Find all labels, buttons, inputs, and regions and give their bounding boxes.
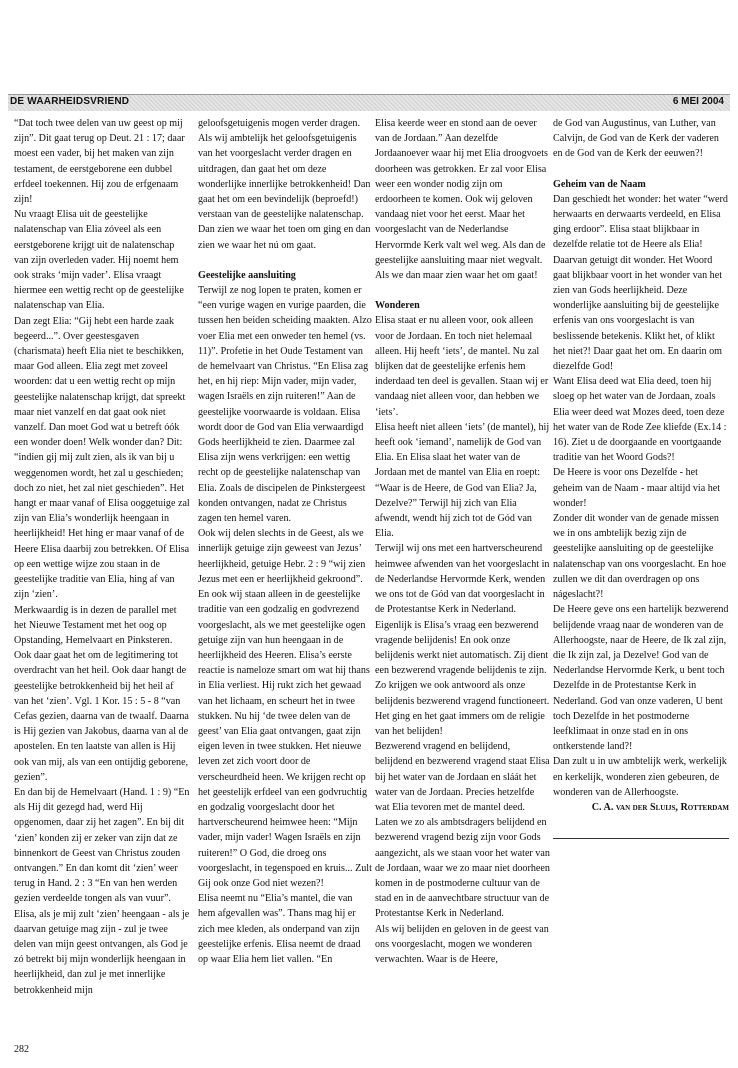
page-number: 282 [14, 1044, 29, 1055]
paragraph: De Heere is voor ons Dezelfde - het geheim van de Naam - maar altijd via het wonder! [553, 467, 721, 509]
end-rule [553, 838, 729, 839]
paragraph: Merkwaardig is in dezen de parallel met het Nieuwe Testament met het oog op Opstanding, Hemelvaart en Pinksteren. Ook daar gaat het om de legitimering tot overdracht van het heil. Ook daar hangt de geestelijke betrokkenheid bij het heil af van het ‘zien’. Vgl. 1 Kor. 15 : 5 - 8 “van Cefas gezien, daarna van de twaalf. Daarna is Hij gezien van Jakobus, daarna van al de apostelen. En ten laatste van allen is Hij ook van mij, als van een ontijdig geborene, gezien”. [14, 604, 189, 783]
paragraph: de God van Augustinus, van Luther, van Calvijn, de God van de Kerk der vaderen en de God van de Kerk der eeuwen?! [553, 118, 719, 160]
paragraph: Terwijl ze nog lopen te praten, komen er “een vurige wagen en vurige paarden, die tussen hen beiden scheiding maakten. Alzo voer Elia met een onweder ten hemel (vs. 11)”. Profetie in het Oude Testament van de hemelvaart van Christus. “En Elisa zag het, en hij riep: Mijn vader, mijn vader, wagen Israëls en zijn ruiteren!” Aan de geestelijke voorwaarde is voldaan. Elisa wordt door de God van Elia verwaardigd Gods heerlijkheid te zien. Daarmee zal Elisa zijn wens verkrijgen: een wettig recht op de geestelijke nalatenschap van Elia. Zoals de discipelen de Pinkstergeest konden ontvangen, nadat ze Christus zagen ten hemel varen. [198, 285, 372, 525]
section-heading: Wonderen [375, 300, 420, 312]
paragraph: Bezwerend vragend en belijdend, belijdend en bezwerend vragend staat Elisa bij het water van de Jordaan en sláát het water van de Jordaan. Precies hetzelfde wat Elia tevoren met de mantel deed. Laten we zo als ambtsdragers belijdend en bezwerend vragend bezig zijn voor Gods aangezicht, als we staan voor het water van de Jordaan, waar we zo maar niet doorheen komen in de postmoderne cultuur van de stad en in de aanvechtbare structuur van de Protestantse Kerk in Nederland. [375, 741, 550, 920]
paragraph: “Dat toch twee delen van uw geest op mij zijn”. Dit gaat terug op Deut. 21 : 17; daar moest een vader, bij het maken van zijn testament, de eerstgeborene een dubbel erfdeel toekennen. Hij zou de erfgenaam zijn! [14, 118, 185, 206]
paragraph: Als wij ambtelijk het geloofsgetuigenis van het voorgeslacht verder dragen en uitdragen, dan gaat het om deze wonderlijke innerlijke betrokkenheid! Dan gaat het om een bevindelijk (beproefd!) verstaan van de geestelijke nalatenschap. Dan zien we waar het toen om ging en dan zien we waar het nú om gaat. [198, 133, 371, 251]
issue-date: 6 MEI 2004 [672, 96, 724, 107]
paragraph: Terwijl wij ons met een hartverscheurend heimwee afwenden van het voorgeslacht in de Nederlandse Hervormde Kerk, wenden we ons tot de Gód van dat voorgeslacht in de Protestantse Kerk in Nederland. [375, 543, 550, 616]
paragraph: Want Elisa deed wat Elia deed, toen hij sloeg op het water van de Jordaan, zoals Elia weer deed wat Mozes deed, toen deze het water van de Rode Zee kliefde (Ex.14 : 16). Ziet u de doorgaande en voortgaande traditie van het Woord Gods?! [553, 376, 727, 464]
paragraph: Elisa keerde weer en stond aan de oever van de Jordaan.” Aan dezelfde Jordaanoever waar hij met Elia droogvoets doorheen was getrokken. Er zal voor Elisa weer een wonder nodig zijn om erdoorheen te komen. Ook wij geloven vandaag niet voor het eerst. Maar het voorgeslacht van de Nederlandse Hervormde Kerk valt wel weg. Als dan de geestelijke aansluiting maar niet wegvalt. Als we dan maar zien waar het om gaat! [375, 118, 548, 282]
masthead: DE WAARHEIDSVRIEND [10, 96, 130, 107]
paragraph: De Heere geve ons een hartelijk bezwerend belijdende vraag naar de wonderen van de Allerhoogste, naar de Heere, de Ik zal zijn, die Ik zijn zal, ja Dezelve! God van de Nederlandse Hervormde Kerk, u bent toch Dezelfde in de Protestantse Kerk in Nederland. God van onze vaderen, U bent toch Dezelfde in het postmoderne leefklimaat in onze stad en in ons ontkerstende land?! [553, 604, 729, 753]
paragraph: Elisa heeft niet alleen ‘iets’ (de mantel), hij heeft ook ‘iemand’, namelijk de God van Elia. En Elisa slaat het water van de Jordaan met de mantel van Elia en roept: “Waar is de Heere, de God van Elia? Ja, Dezelve?” Terwijl hij zich van Elia afwendt, wendt hij zich tot de Gód van Elia. [375, 421, 550, 540]
section-heading: Geheim van de Naam [553, 178, 646, 190]
column-2 [198, 116, 372, 967]
paragraph: Zonder dit wonder van de genade missen we in ons ambtelijk bezig zijn de geestelijke aansluiting op de geestelijke nalatenschap van ons voorgeslacht. En hoe zullen we dit dan overdragen op ons nágeslacht?! [553, 513, 727, 601]
paragraph: Nu vraagt Elisa uit de geestelijke nalatenschap van Elia zóveel als een eerstgeborene krijgt uit de nalatenschap van zijn overleden vader. Hij noemt hem ook straks ‘mijn vader’. Elisa vraagt hiermee een wettig recht op de geestelijke nalatenschap van Elia. [14, 209, 184, 312]
paragraph: Ook wij delen slechts in de Geest, als we innerlijk getuige zijn geweest van Jezus’ heerlijkheid, getuige Hebr. 2 : 9 “wij zien Jezus met een er heerlijkheid gekroond”. En ook wij staan alleen in de geestelijke traditie van een godzalig en godvrezend voorgeslacht, als we met geestelijke ogen getuige zijn van hun heengaan in de heerlijkheid des Heeren. Elisa’s eerste reactie is nameloze smart om wat hij thans in Elia verliest. Hij rukt zich het gewaad van het lichaam, en scheurt het in twee stukken. Nu hij ‘de twee delen van de geest’ van Elia gaat ontvangen, gaat zijn eigen leven in twee stukken. Het nieuwe leven zet zich voort door de verscheurdheid heen. We krijgen recht op het geestelijk erfdeel van een godvruchtig en godzalig voorgeslacht door het hartverscheurend heimwee heen: “Mijn vader, mijn vader! Wagen Israëls en zijn ruiteren!” O God, die droeg ons voorgeslacht, in tegenspoed en kruis... Zult Gij ook onze God niet wezen?! [198, 528, 372, 889]
author-signature: C. A. van der Sluijs, Rotterdam [591, 801, 729, 813]
paragraph: Dan geschiedt het wonder: het water “werd herwaarts en derwaarts verdeeld, en Elisa ging erdoor”. Elisa staat blijkbaar in dezelfde relatie tot de Heere als Elia! Daarvan getuigt dit wonder. Het Woord gaat blijkbaar voort in het wonder van het zien van Gods heerlijkheid. Deze wonderlijke aansluiting bij de geestelijke erfenis van ons voorgeslacht is van beslissende betekenis. Klikt het, of klikt het niet?! Daar gaat het om. En daarin om diezelfde God! [553, 193, 728, 373]
paragraph: Elisa staat er nu alleen voor, ook alleen voor de Jordaan. En toch niet helemaal alleen. Hij heeft ‘iets’, de mantel. Nu zal blijken dat de geestelijke erfenis hem inderdaad ten deel is gevallen. Staan wij er vandaag niet alleen voor, dan hebben we ‘iets’. [375, 315, 549, 418]
paragraph: Elisa, als je mij zult ‘zien’ heengaan - als je daarvan getuige mag zijn - zul je twee delen van mijn geest ontvangen, als God je zó betrekt bij mijn wonderlijk heengaan in heerlijkheid, dan zul je met innerlijke betrokkenheid mijn [14, 908, 190, 996]
paragraph: Als wij belijden en geloven in de geest van ons voorgeslacht, mogen we wonderen verwachten. Waar is de Heere, [375, 923, 549, 965]
paragraph: En dan bij de Hemelvaart (Hand. 1 : 9) “En als Hij dit gezegd had, werd Hij opgenomen, daar zij het zagen”. En bij dit ‘zien’ konden zij er zeker van zijn dat ze binnenkort de Geest van Christus zouden ontvangen.” En dan komt dit ‘zien’ weer terug in Hand. 2 : 3 “En van hen werden gezien verdeelde tongen als van vuur”. [14, 786, 190, 905]
column-3 [375, 116, 550, 967]
column-1 [14, 116, 190, 998]
section-heading: Geestelijke aansluiting [198, 269, 296, 281]
paragraph: Elisa neemt nu “Elia’s mantel, die van hem afgevallen was”. Thans mag hij er zich mee kleden, als onderpand van zijn geestelijke erfenis. Elisa neemt de draad op waar Elia hem liet vallen. “En [198, 893, 361, 965]
column-4 [553, 116, 729, 815]
paragraph: Dan zegt Elia: “Gij hebt een harde zaak begeerd...”. Over geestesgaven (charismata) heeft Elia niet te beschikken, maar God alleen. Elia zegt met zoveel woorden: dat u een wettig recht op mijn geestelijke nalatenschap krijgt, dat spreekt maar niet vanzelf en dat gaat ook niet vanzelf. Dan moet God wat u betreft óók een wonder doen! Welk wonder dan? Dit: “indien gij mij zult zien, als ik van bij u weggenomen wordt, het zal u geschieden; doch zo niet, het zal niet geschieden”. Het hangt er maar vanaf of Elisa ooggetuige zal zijn van Elia’s wonderlijk heengaan in heerlijkheid! Het hing er maar vanaf of de Heere Elisa daarbij zou betrekken. Of Elisa op een wettige wijze zou staan in de geestelijke traditie van Elia, hing af van zijn ‘zien’. [14, 315, 190, 601]
paragraph: Eigenlijk is Elisa’s vraag een bezwerend vragende belijdenis! En ook onze belijdenis werkt niet automatisch. Zij dient een bezwerend vragende belijdenis te zijn. Zo krijgen we ook antwoord als onze belijdenis bezwerend vragend functioneert. Het ging en het gaat immers om de religie van het belijden! [375, 619, 550, 737]
paragraph: geloofsgetuigenis mogen verder dragen. [198, 118, 361, 129]
paragraph: Dan zult u in uw ambtelijk werk, werkelijk en kerkelijk, wonderen zien gebeuren, de wonderen van de Allerhoogste. [553, 756, 727, 798]
